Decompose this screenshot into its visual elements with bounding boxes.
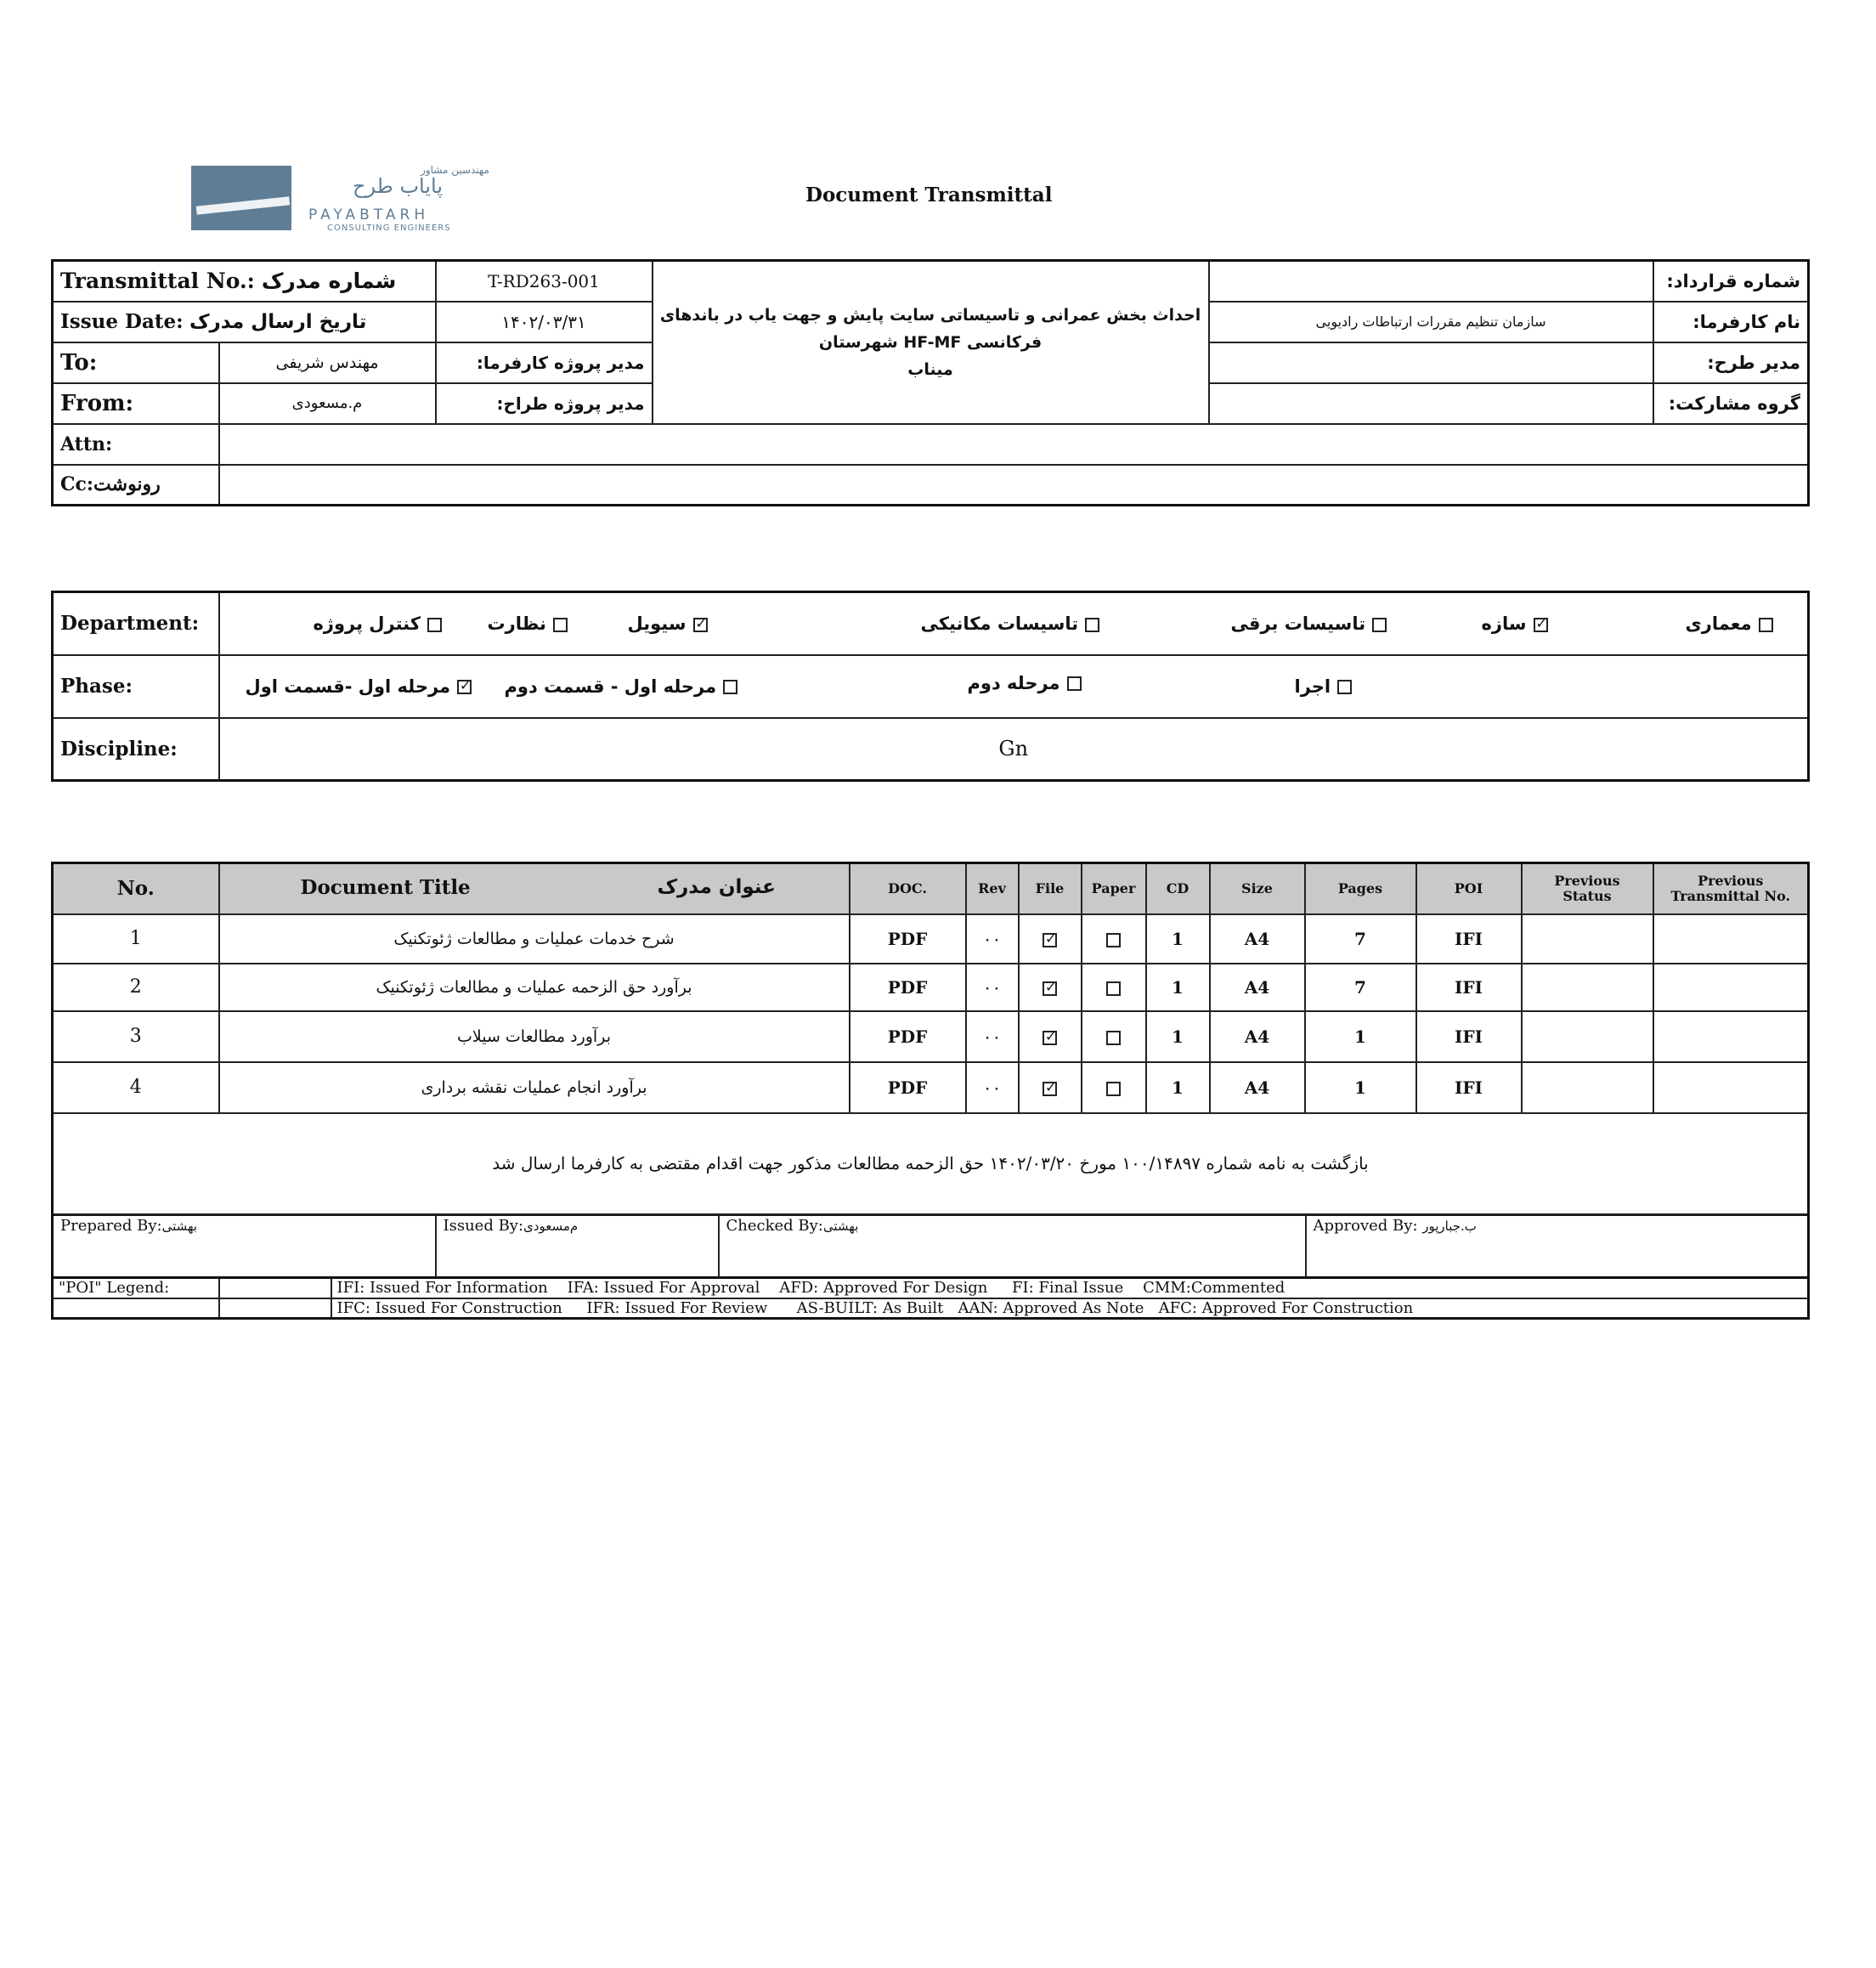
checkbox-icon[interactable]	[1106, 981, 1121, 996]
row-pages: 1	[1305, 1062, 1416, 1113]
logo-en-subtitle: CONSULTING ENGINEERS	[327, 223, 451, 233]
row-doc: PDF	[850, 914, 966, 964]
logo-en-name: PAYABTARH	[308, 206, 430, 223]
project-title-line2: فرکانسی HF-MF شهرستان	[818, 332, 1043, 352]
legend-item: AFD: Approved For Design	[779, 1279, 988, 1298]
row-title: برآورد حق الزحمه عملیات و مطالعات ژئوتکنیک	[219, 964, 850, 1011]
row-size: A4	[1210, 1062, 1305, 1113]
issue-date-label-en: Issue Date:	[60, 310, 184, 333]
checked-by-cell	[719, 1214, 1306, 1277]
phase-option-stage1-part2[interactable]: مرحله اول - قسمت دوم	[505, 676, 745, 697]
transmittal-label-fa: شماره مدرک	[261, 269, 397, 294]
header-file: File	[1019, 863, 1082, 914]
row-pages: 7	[1305, 914, 1416, 964]
row-pages: 1	[1305, 1011, 1416, 1062]
checkbox-icon[interactable]	[1085, 618, 1099, 632]
row-poi: IFI	[1416, 1011, 1522, 1062]
from-role-label: مدیر پروژه طراح:	[436, 383, 653, 424]
classification-table	[51, 591, 1810, 782]
checkbox-checked-icon[interactable]	[1043, 1082, 1057, 1096]
row-size: A4	[1210, 1011, 1305, 1062]
header-poi: POI	[1416, 863, 1522, 914]
table-row	[53, 914, 1809, 964]
row-rev: ۰۰	[966, 1011, 1019, 1062]
row-no: 4	[53, 1062, 219, 1113]
logo-mark	[191, 166, 291, 230]
department-option-project-control[interactable]: کنترل پروژه	[314, 614, 449, 634]
design-manager-value	[1209, 342, 1653, 383]
legend-item: CMM:Commented	[1143, 1279, 1286, 1298]
row-rev: ۰۰	[966, 964, 1019, 1011]
checkbox-icon[interactable]	[1372, 618, 1387, 632]
row-file[interactable]	[1019, 1062, 1082, 1113]
client-label: نام کارفرما:	[1653, 302, 1809, 342]
department-option-architecture[interactable]: معماری	[1686, 614, 1780, 634]
row-doc: PDF	[850, 964, 966, 1011]
documents-table	[51, 862, 1810, 1216]
department-option-electrical[interactable]: تاسیسات برقی	[1231, 614, 1394, 634]
row-paper[interactable]	[1082, 1062, 1146, 1113]
legend-item: IFR: Issued For Review	[586, 1298, 768, 1317]
row-cd: 1	[1146, 914, 1210, 964]
issue-date-label-cell	[53, 302, 436, 342]
contract-label: شماره قرارداد:	[1653, 261, 1809, 302]
checkbox-icon[interactable]	[1106, 1031, 1121, 1045]
group-label: گروه مشارکت:	[1653, 383, 1809, 424]
prepared-by-cell	[53, 1214, 436, 1277]
checkbox-icon[interactable]	[427, 618, 442, 632]
prepared-by-value: بهشتی	[161, 1219, 198, 1234]
row-size: A4	[1210, 964, 1305, 1011]
department-option-structure[interactable]: ✓سازه	[1482, 614, 1555, 634]
row-poi: IFI	[1416, 1062, 1522, 1113]
signatures-table	[51, 1213, 1810, 1279]
checked-by-label: Checked By:	[726, 1217, 823, 1235]
department-option-supervision[interactable]: نظارت	[488, 614, 574, 634]
transmittal-value: T-RD263-001	[436, 261, 653, 302]
legend-item: FI: Final Issue	[1012, 1279, 1124, 1298]
transmittal-label-cell	[53, 261, 436, 302]
row-cd: 1	[1146, 964, 1210, 1011]
row-no: 1	[53, 914, 219, 964]
discipline-label: Discipline:	[53, 718, 219, 781]
row-previous-transmittal	[1653, 914, 1809, 964]
to-value: مهندس شریفی	[219, 342, 436, 383]
legend-item: AAN: Approved As Note	[958, 1298, 1144, 1317]
row-previous-transmittal	[1653, 1062, 1809, 1113]
to-role-label: مدیر پروژه کارفرما:	[436, 342, 653, 383]
header-previous-transmittal: Previous Transmittal No.	[1653, 863, 1809, 914]
project-title-line1: احداث بخش عمرانی و تاسیساتی سایت پایش و جهت یاب در باندهای	[659, 305, 1201, 325]
row-file[interactable]	[1019, 1011, 1082, 1062]
approved-by-value: ب.جبارپور	[1422, 1219, 1477, 1234]
checkbox-icon[interactable]	[1106, 933, 1121, 947]
checkbox-icon[interactable]	[1759, 618, 1773, 632]
table-row	[53, 964, 1809, 1011]
poi-legend-table	[51, 1276, 1810, 1320]
legend-item: IFA: Issued For Approval	[567, 1279, 760, 1298]
company-logo	[191, 166, 506, 234]
discipline-value: Gn	[219, 718, 1809, 781]
legend-item: IFI: Issued For Information	[336, 1279, 548, 1298]
row-cd: 1	[1146, 1011, 1210, 1062]
checkbox-icon[interactable]	[553, 618, 568, 632]
row-paper[interactable]	[1082, 1011, 1146, 1062]
client-value: سازمان تنظیم مقررات ارتباطات رادیویی	[1209, 302, 1653, 342]
page-title: Document Transmittal	[805, 184, 1053, 206]
checkbox-icon[interactable]	[1106, 1082, 1121, 1096]
row-rev: ۰۰	[966, 914, 1019, 964]
logo-fa-name: پایاب طرح	[353, 174, 444, 198]
row-rev: ۰۰	[966, 1062, 1019, 1113]
header-size: Size	[1210, 863, 1305, 914]
phase-option-stage1-part1[interactable]: ✓مرحله اول -قسمت اول	[246, 676, 479, 697]
header-document-title	[219, 863, 850, 914]
project-title-cell	[653, 261, 1209, 424]
row-no: 2	[53, 964, 219, 1011]
legend-spacer	[219, 1298, 331, 1319]
row-title: برآورد انجام عملیات نقشه برداری	[219, 1062, 850, 1113]
header-previous-status: Previous Status	[1522, 863, 1653, 914]
attn-label: Attn:	[53, 424, 219, 465]
checked-by-value: بهشتی	[822, 1219, 859, 1234]
legend-line-1	[331, 1278, 1809, 1298]
row-cd: 1	[1146, 1062, 1210, 1113]
phase-option-second-stage[interactable]: مرحله دوم	[968, 673, 1088, 693]
issued-by-cell	[436, 1214, 719, 1277]
transmittal-label-en: Transmittal No.:	[60, 269, 255, 294]
checkbox-checked-icon[interactable]	[693, 618, 708, 632]
row-title: شرح خدمات عملیات و مطالعات ژئوتکنیک	[219, 914, 850, 964]
header-cd: CD	[1146, 863, 1210, 914]
legend-line-2	[331, 1298, 1809, 1319]
legend-item: IFC: Issued For Construction	[336, 1298, 562, 1317]
checkbox-checked-icon[interactable]	[457, 680, 472, 694]
to-label: To:	[53, 342, 219, 383]
note-text: بازگشت به نامه شماره ۱۰۰/۱۴۸۹۷ مورخ ۱۴۰۲/۰۳/۲۰ حق الزحمه مطالعات مذکور جهت اقدام مقتضی به کارفرما ارسال شد	[53, 1113, 1809, 1215]
row-poi: IFI	[1416, 914, 1522, 964]
row-previous-transmittal	[1653, 964, 1809, 1011]
table-row	[53, 1062, 1809, 1113]
phase-options	[219, 655, 1809, 718]
header-rev: Rev	[966, 863, 1019, 914]
from-value: م.مسعودی	[219, 383, 436, 424]
header-paper: Paper	[1082, 863, 1146, 914]
issued-by-value: م‌مسعودی	[523, 1219, 579, 1234]
project-title-line3: میناب	[907, 359, 953, 379]
phase-label: Phase:	[53, 655, 219, 718]
legend-label-empty	[53, 1298, 219, 1319]
header-no: No.	[53, 863, 219, 914]
row-paper[interactable]	[1082, 914, 1146, 964]
group-value	[1209, 383, 1653, 424]
cc-label: Cc:رونوشت	[53, 465, 219, 506]
row-previous-status	[1522, 1011, 1653, 1062]
approved-by-cell	[1306, 1214, 1809, 1277]
logo-fa-subtitle: مهندسین مشاور	[421, 164, 489, 176]
header-doc: DOC.	[850, 863, 966, 914]
row-doc: PDF	[850, 1062, 966, 1113]
from-label: From:	[53, 383, 219, 424]
legend-item: AS-BUILT: As Built	[796, 1298, 944, 1317]
row-previous-status	[1522, 914, 1653, 964]
table-row	[53, 1011, 1809, 1062]
row-file[interactable]	[1019, 964, 1082, 1011]
phase-option-execution[interactable]: اجرا	[1295, 676, 1359, 697]
row-pages: 7	[1305, 964, 1416, 1011]
row-no: 3	[53, 1011, 219, 1062]
department-options	[219, 592, 1809, 655]
header-title-en: Document Title	[300, 876, 471, 899]
approved-by-label: Approved By:	[1313, 1217, 1418, 1235]
header-title-fa: عنوان مدرک	[657, 876, 776, 898]
row-previous-status	[1522, 1062, 1653, 1113]
checkbox-checked-icon[interactable]	[1534, 618, 1548, 632]
checkbox-icon[interactable]	[723, 680, 737, 694]
checkbox-checked-icon[interactable]	[1043, 1031, 1057, 1045]
design-manager-label: مدیر طرح:	[1653, 342, 1809, 383]
issued-by-label: Issued By:	[443, 1217, 524, 1235]
row-previous-transmittal	[1653, 1011, 1809, 1062]
row-poi: IFI	[1416, 964, 1522, 1011]
attn-value	[219, 424, 1809, 465]
legend-label: "POI" Legend:	[53, 1278, 219, 1298]
row-doc: PDF	[850, 1011, 966, 1062]
legend-spacer	[219, 1278, 331, 1298]
issue-date-value: ۱۴۰۲/۰۳/۳۱	[436, 302, 653, 342]
department-option-mechanical[interactable]: تاسیسات مکانیکی	[921, 614, 1107, 634]
info-table	[51, 259, 1810, 506]
contract-value	[1209, 261, 1653, 302]
checkbox-icon[interactable]	[1337, 680, 1352, 694]
row-paper[interactable]	[1082, 964, 1146, 1011]
row-title: برآورد مطالعات سیلاب	[219, 1011, 850, 1062]
legend-item: AFC: Approved For Construction	[1158, 1298, 1414, 1317]
issue-date-label-fa: تاریخ ارسال مدرک	[189, 311, 367, 333]
row-file[interactable]	[1019, 914, 1082, 964]
checkbox-icon[interactable]	[1067, 676, 1082, 691]
prepared-by-label: Prepared By:	[60, 1217, 162, 1235]
row-size: A4	[1210, 914, 1305, 964]
cc-value	[219, 465, 1809, 506]
header-pages: Pages	[1305, 863, 1416, 914]
row-previous-status	[1522, 964, 1653, 1011]
checkbox-checked-icon[interactable]	[1043, 981, 1057, 996]
department-label: Department:	[53, 592, 219, 655]
checkbox-checked-icon[interactable]	[1043, 933, 1057, 947]
department-option-civil[interactable]: ✓سیویل	[628, 614, 715, 634]
